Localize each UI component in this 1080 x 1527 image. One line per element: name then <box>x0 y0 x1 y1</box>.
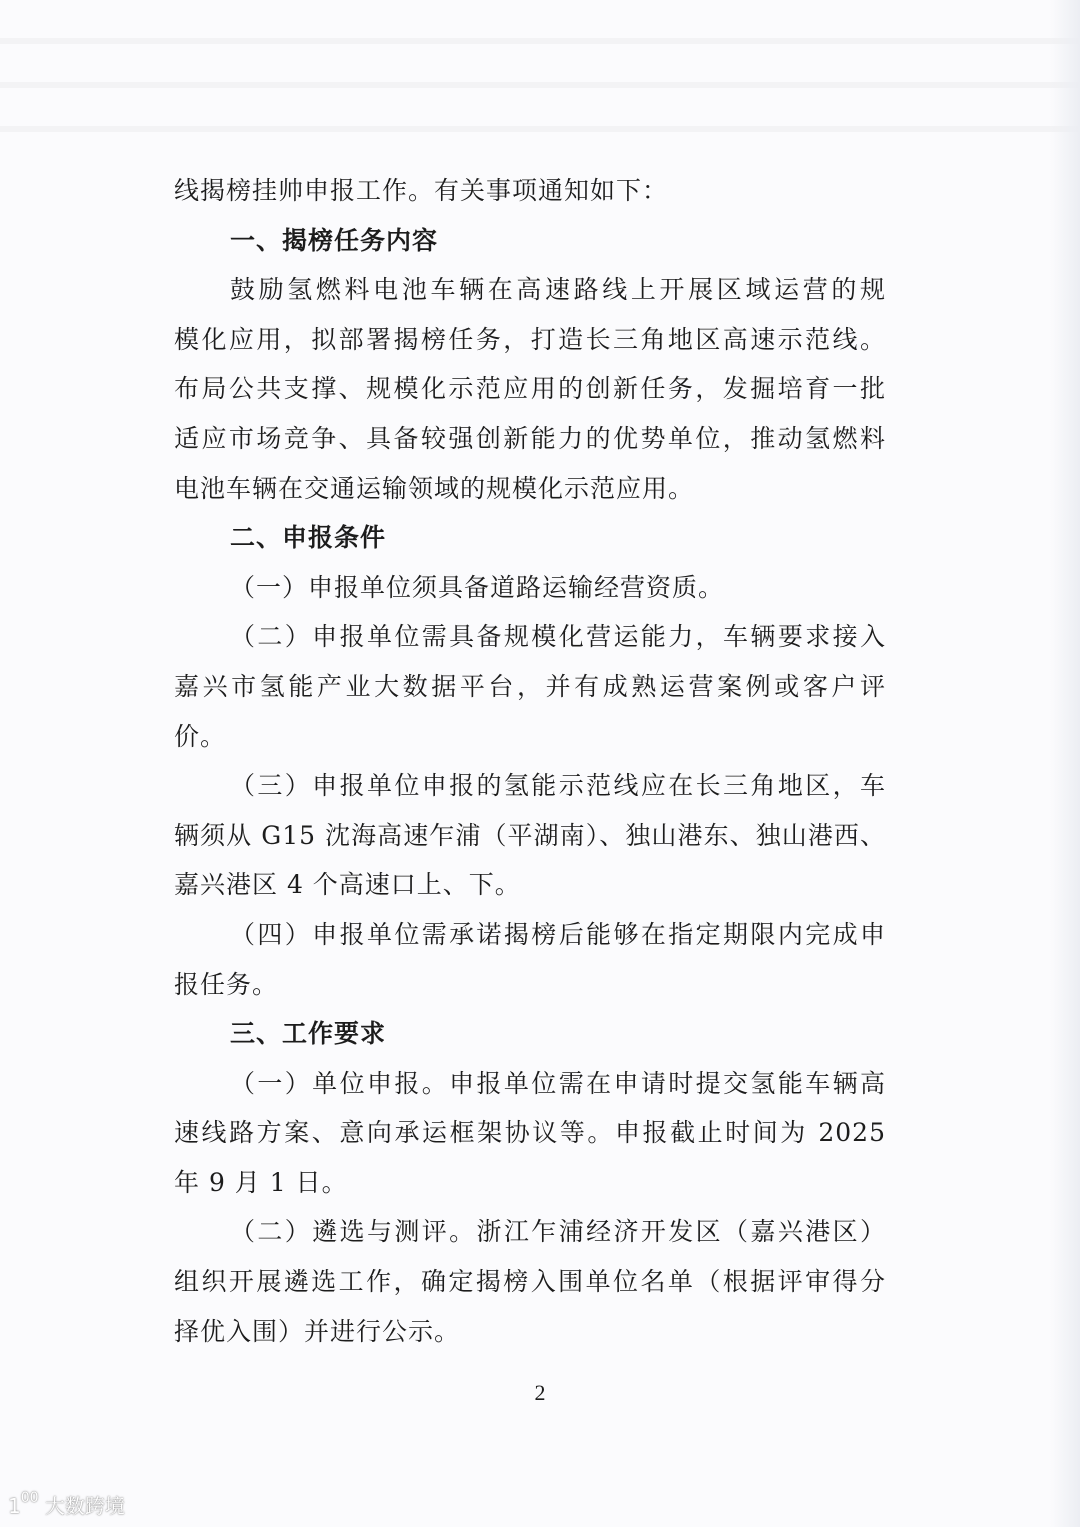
paragraph-line: （二）遴选与测评。浙江乍浦经济开发区（嘉兴港区） <box>230 1217 886 1247</box>
paragraph-line: （四）申报单位需承诺揭榜后能够在指定期限内完成申 <box>230 919 886 949</box>
paragraph-line: 速线路方案、意向承运框架协议等。申报截止时间为 2025 <box>174 1118 886 1148</box>
paragraph-line: （一）申报单位须具备道路运输经营资质。 <box>230 572 725 602</box>
section-heading: 二、申报条件 <box>230 523 387 553</box>
section-heading: 三、工作要求 <box>230 1019 387 1049</box>
paragraph-line: （二）申报单位需具备规模化营运能力，车辆要求接入 <box>230 622 886 652</box>
section-heading: 一、揭榜任务内容 <box>230 225 439 255</box>
paragraph-line: 择优入围）并进行公示。 <box>174 1316 461 1346</box>
paragraph-line: 模化应用，拟部署揭榜任务，打造长三角地区高速示范线。 <box>174 324 886 354</box>
watermark-logo: $1^{00}$ 大数跨境 <box>8 1490 125 1518</box>
paragraph-line: 嘉兴市氢能产业大数据平台，并有成熟运营案例或客户评 <box>174 671 886 701</box>
paragraph-line: 适应市场竞争、具备较强创新能力的优势单位，推动氢燃料 <box>174 423 886 453</box>
bleed-through-text <box>0 0 1080 170</box>
watermark-text: 大数跨境 <box>44 1494 125 1518</box>
paragraph-line: 辆须从 G15 沈海高速乍浦（平湖南）、独山港东、独山港西、 <box>174 820 886 850</box>
page-number: 2 <box>534 1380 546 1405</box>
paragraph-line: 价。 <box>174 721 227 751</box>
paragraph-line: （一）单位申报。申报单位需在申请时提交氢能车辆高 <box>230 1068 886 1098</box>
paragraph-line: 布局公共支撑、规模化示范应用的创新任务，发掘培育一批 <box>174 374 886 404</box>
paragraph-line: 线揭榜挂帅申报工作。有关事项通知如下： <box>174 176 669 205</box>
paragraph-line: 电池车辆在交通运输领域的规模化示范应用。 <box>174 473 695 503</box>
paragraph-line: 鼓励氢燃料电池车辆在高速路线上开展区域运营的规 <box>230 275 886 305</box>
paragraph-line: 年 9 月 1 日。 <box>174 1167 348 1197</box>
scan-edge-shadow <box>1050 0 1080 1527</box>
paragraph-line: 组织开展遴选工作，确定揭榜入围单位名单（根据评审得分 <box>174 1267 886 1297</box>
paragraph-line: （三）申报单位申报的氢能示范线应在长三角地区，车 <box>230 771 886 801</box>
document-body <box>174 166 886 1356</box>
paragraph-line: 嘉兴港区 4 个高速口上、下。 <box>174 870 521 900</box>
paragraph-line: 报任务。 <box>174 969 279 999</box>
